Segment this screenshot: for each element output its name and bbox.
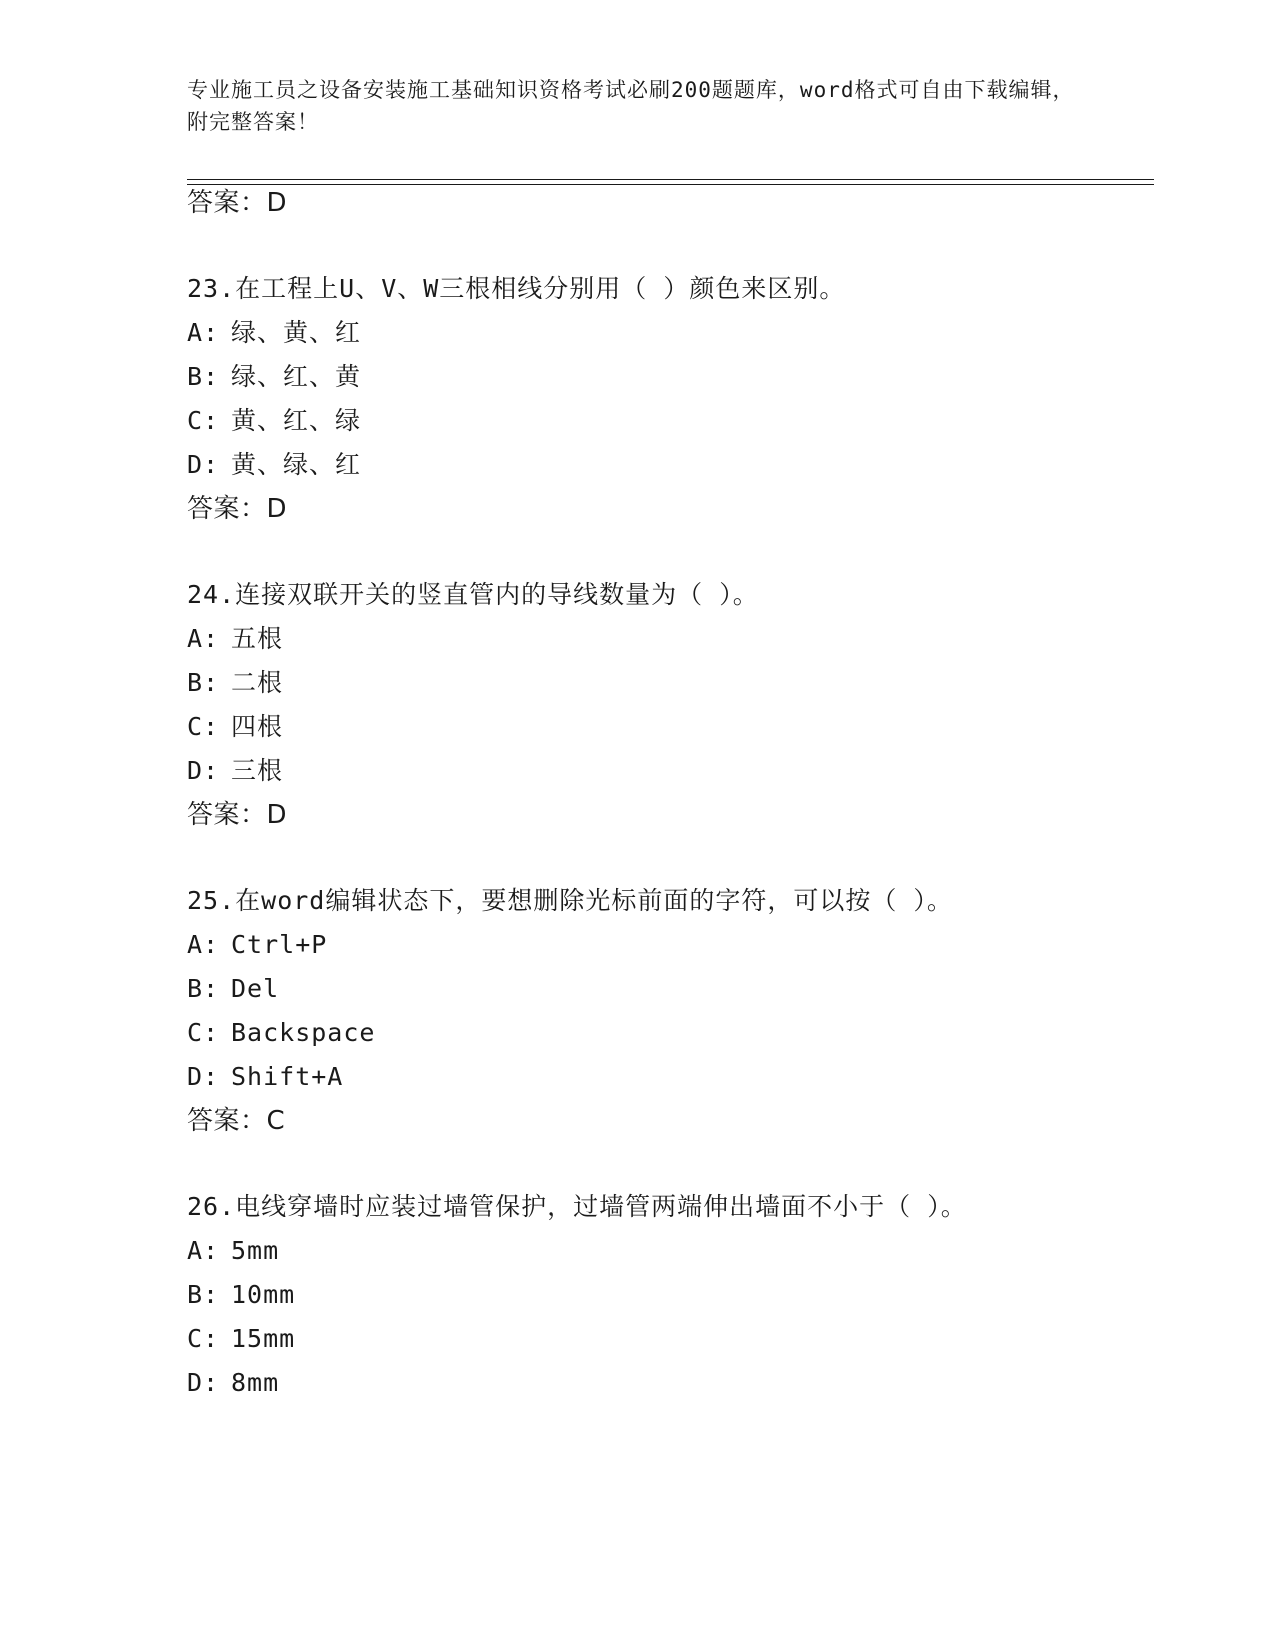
option-label: B: xyxy=(187,974,220,1003)
option-label: B: xyxy=(187,362,220,391)
option-label: A: xyxy=(187,624,220,653)
option-text: 黄、红、绿 xyxy=(231,406,362,435)
option-label: C: xyxy=(187,712,220,741)
option-text: 黄、绿、红 xyxy=(231,450,362,479)
option-text: 15mm xyxy=(231,1324,296,1353)
option-26-d xyxy=(187,1368,279,1398)
option-23-c xyxy=(187,406,361,436)
answer-25: 答案：C xyxy=(187,1106,286,1136)
option-24-a xyxy=(187,624,283,654)
option-label: C: xyxy=(187,406,220,435)
document-title: 专业施工员之设备安装施工基础知识资格考试必刷200题题库，word格式可自由下载编辑，附完整答案！ xyxy=(187,78,1075,134)
option-label: D: xyxy=(187,756,220,785)
document-header xyxy=(187,74,1087,138)
option-text: Shift+A xyxy=(231,1062,344,1091)
option-text: 绿、黄、红 xyxy=(231,318,362,347)
option-23-a xyxy=(187,318,361,348)
question-24: 24.连接双联开关的竖直管内的导线数量为（ ）。 xyxy=(187,580,759,609)
option-25-d xyxy=(187,1062,343,1092)
option-24-c xyxy=(187,712,283,742)
option-23-d xyxy=(187,450,361,480)
option-26-a xyxy=(187,1236,279,1266)
answer-24: 答案：D xyxy=(187,800,288,830)
option-label: A: xyxy=(187,1236,220,1265)
option-label: D: xyxy=(187,1368,220,1397)
option-label: D: xyxy=(187,450,220,479)
option-25-a xyxy=(187,930,327,960)
question-25: 25.在word编辑状态下，要想删除光标前面的字符，可以按（ ）。 xyxy=(187,886,953,915)
option-text: 绿、红、黄 xyxy=(231,362,362,391)
option-26-c xyxy=(187,1324,295,1354)
option-24-b xyxy=(187,668,283,698)
option-label: A: xyxy=(187,930,220,959)
option-label: C: xyxy=(187,1018,220,1047)
option-25-c xyxy=(187,1018,375,1048)
option-label: C: xyxy=(187,1324,220,1353)
question-26: 26.电线穿墙时应装过墙管保护，过墙管两端伸出墙面不小于（ ）。 xyxy=(187,1192,967,1221)
option-23-b xyxy=(187,362,361,392)
answer-22: 答案：D xyxy=(187,188,288,218)
option-text: 五根 xyxy=(231,624,284,653)
option-text: 10mm xyxy=(231,1280,296,1309)
question-23: 23.在工程上U、V、W三根相线分别用（ ）颜色来区别。 xyxy=(187,274,846,303)
header-divider xyxy=(187,179,1154,185)
option-26-b xyxy=(187,1280,295,1310)
option-25-b xyxy=(187,974,279,1004)
option-label: B: xyxy=(187,668,220,697)
option-label: B: xyxy=(187,1280,220,1309)
answer-23: 答案：D xyxy=(187,494,288,524)
option-label: A: xyxy=(187,318,220,347)
option-text: Del xyxy=(231,974,280,1003)
option-text: 三根 xyxy=(231,756,284,785)
option-text: Backspace xyxy=(231,1018,376,1047)
option-text: 四根 xyxy=(231,712,284,741)
option-text: 5mm xyxy=(231,1236,280,1265)
option-text: Ctrl+P xyxy=(231,930,328,959)
option-24-d xyxy=(187,756,283,786)
option-text: 8mm xyxy=(231,1368,280,1397)
option-text: 二根 xyxy=(231,668,284,697)
option-label: D: xyxy=(187,1062,220,1091)
